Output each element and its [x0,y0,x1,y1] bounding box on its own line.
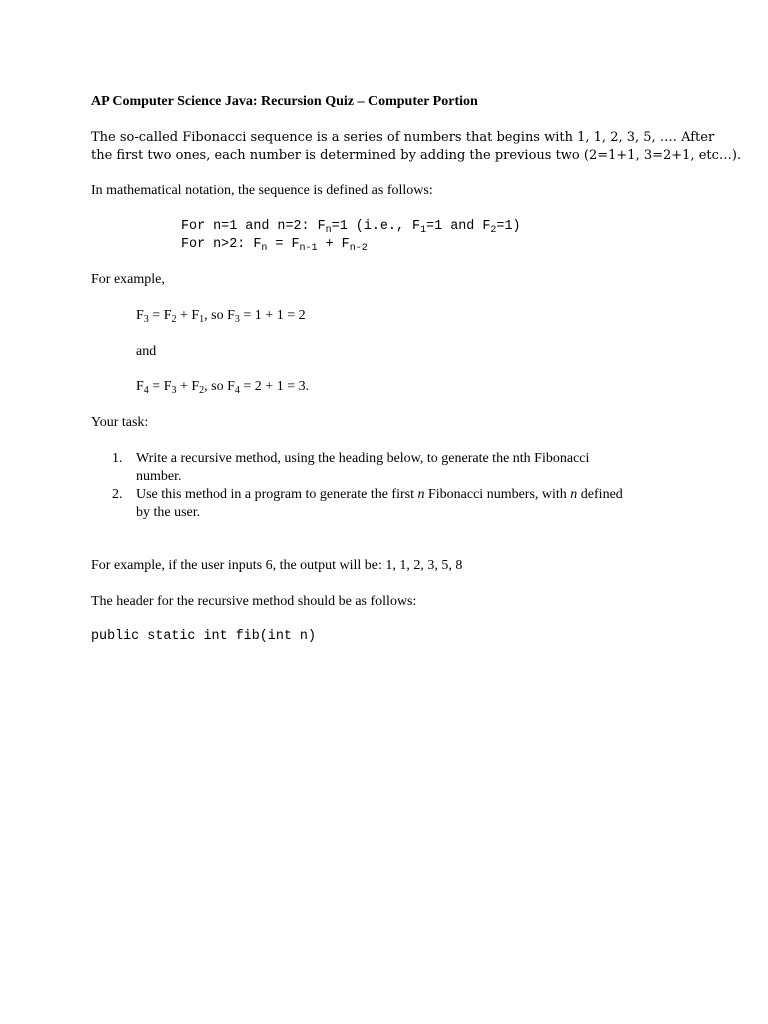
output-example: For example, if the user inputs 6, the output will be: 1, 1, 2, 3, 5, 8 [91,558,463,573]
task-1-number: 1. [112,451,123,466]
example-f4: $F_4 = F_3 + F_2$, so $F_4 = 2 + 1 = 3$. [136,379,310,396]
example-intro: For example, [91,272,165,287]
and-text: and [136,344,157,359]
method-header-code: public static int fib(int n) [91,629,316,644]
document-title: AP Computer Science Java: Recursion Quiz – Computer Portion [91,94,478,109]
task-2-line-2: by the user. [136,505,201,520]
task-2-number: 2. [112,487,123,502]
task-1-line-1: Write a recursive method, using the heading below, to generate the nth Fibonacci [136,451,590,466]
task-label: Your task: [91,415,149,430]
notation-intro: In mathematical notation, the sequence is defined as follows: [91,183,433,198]
intro-line-2: the first two ones, each number is determined by adding the previous two (2=1+1, 3=2+1, etc…). [91,148,742,163]
definition-line-2: For n>2: $F_n = F_{n-1} + F_{n-2}$ [181,237,368,254]
definition-line-1: For n=1 and n=2: $F_n=1$ (i.e., $F_1=1$ and $F_2=1$) [181,219,521,236]
header-intro: The header for the recursive method should be as follows: [91,594,417,609]
task-2-line-1: Use this method in a program to generate the first n Fibonacci numbers, with n defined [136,487,623,502]
task-1-line-2: number. [136,469,182,484]
example-f3: $F_3 = F_2 + F_1$, so $F_3 = 1 + 1 = 2$ [136,308,306,325]
intro-line-1: The so-called Fibonacci sequence is a series of numbers that begins with 1, 1, 2, 3, 5, …. After [91,130,715,145]
